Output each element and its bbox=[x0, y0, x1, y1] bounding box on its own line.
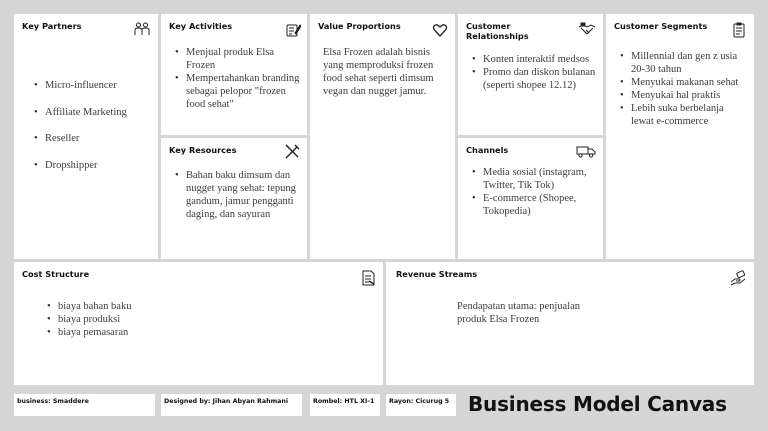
list-item: • biaya bahan baku bbox=[47, 300, 247, 313]
receipt-icon bbox=[360, 270, 376, 286]
key-resources-list bbox=[175, 169, 299, 221]
list-item: • Dropshipper bbox=[34, 153, 156, 180]
customer-relationships-list bbox=[472, 53, 596, 92]
key-partners-cell bbox=[14, 14, 158, 259]
footer-rombel: Rombel: HTL XI-1 bbox=[310, 394, 380, 416]
list-item: • Promo dan diskon bulanan (seperti shopee 12.12) bbox=[472, 66, 596, 92]
list-item: • biaya produksi bbox=[47, 313, 247, 326]
customer-segments-list bbox=[620, 50, 748, 128]
checklist-icon bbox=[285, 22, 301, 38]
heart-icon bbox=[432, 22, 448, 38]
key-activities-cell bbox=[161, 14, 307, 135]
list-item: • Reseller bbox=[34, 126, 156, 153]
channels-list bbox=[472, 166, 596, 218]
page-title: Business Model Canvas bbox=[468, 392, 727, 416]
cost-structure-cell bbox=[14, 262, 383, 385]
clipboard-icon bbox=[731, 22, 747, 38]
value-propositions-cell bbox=[310, 14, 455, 259]
value-propositions-heading: Value Proportions bbox=[318, 21, 401, 31]
key-activities-list bbox=[175, 46, 303, 111]
footer-designed-by: Designed by: Jihan Abyan Rahmani bbox=[161, 394, 302, 416]
cost-structure-list bbox=[47, 300, 247, 339]
key-resources-cell bbox=[161, 138, 307, 259]
key-resources-heading: Key Resources bbox=[169, 145, 237, 155]
value-propositions-text: Elsa Frozen adalah bisnis yang memproduksi frozen food sehat seperti dimsum vegan dan nugget jamur. bbox=[323, 47, 434, 97]
list-item: • Lebih suka berbelanja lewat e-commerce bbox=[620, 102, 748, 128]
list-item: • Menyukai makanan sehat bbox=[620, 76, 748, 89]
customer-segments-heading: Customer Segments bbox=[614, 21, 708, 31]
footer-rayon: Rayon: Cicurug 5 bbox=[386, 394, 456, 416]
list-item: • Media sosial (instagram, Twitter, Tik Tok) bbox=[472, 166, 596, 192]
list-item: • Millennial dan gen z usia 20-30 tahun bbox=[620, 50, 748, 76]
revenue-streams-text: Pendapatan utama: penjualan produk Elsa Frozen bbox=[457, 301, 581, 325]
channels-cell bbox=[458, 138, 603, 259]
list-item: • Konten interaktif medsos bbox=[472, 53, 596, 66]
key-activities-heading: Key Activities bbox=[169, 21, 233, 31]
list-item: • E-commerce (Shopee, Tokopedia) bbox=[472, 192, 596, 218]
list-item: • biaya pemasaran bbox=[47, 326, 247, 339]
revenue-streams-heading: Revenue Streams bbox=[396, 269, 478, 279]
customer-segments-cell bbox=[606, 14, 754, 259]
tools-icon bbox=[284, 144, 300, 160]
list-item: • Menyukai hal praktis bbox=[620, 89, 748, 102]
customer-relationships-heading bbox=[466, 21, 529, 41]
key-partners-heading: Key Partners bbox=[22, 21, 82, 31]
customer-relationships-heading-line1: Customer bbox=[466, 21, 511, 31]
channels-heading: Channels bbox=[466, 145, 509, 155]
footer-business: business: Smaddere bbox=[14, 394, 155, 416]
customer-relationships-heading-line2: Relationships bbox=[466, 31, 529, 41]
list-item: • Menjual produk Elsa Frozen bbox=[175, 46, 303, 72]
truck-icon bbox=[576, 143, 596, 159]
cost-structure-heading: Cost Structure bbox=[22, 269, 90, 279]
people-icon bbox=[134, 21, 150, 37]
list-item: • Affiliate Marketing bbox=[34, 100, 156, 127]
list-item: • Micro-influencer bbox=[34, 73, 156, 100]
list-item: • Bahan baku dimsum dan nugget yang sehat: tepung gandum, jamur pengganti daging, dan sayuran bbox=[175, 169, 299, 221]
key-partners-list bbox=[34, 73, 156, 179]
list-item: • Mempertahankan branding sebagai pelopor "frozen food sehat" bbox=[175, 72, 303, 111]
money-hand-icon bbox=[730, 270, 746, 286]
customer-relationships-cell bbox=[458, 14, 603, 135]
handshake-icon bbox=[578, 22, 596, 38]
revenue-streams-cell bbox=[386, 262, 754, 385]
